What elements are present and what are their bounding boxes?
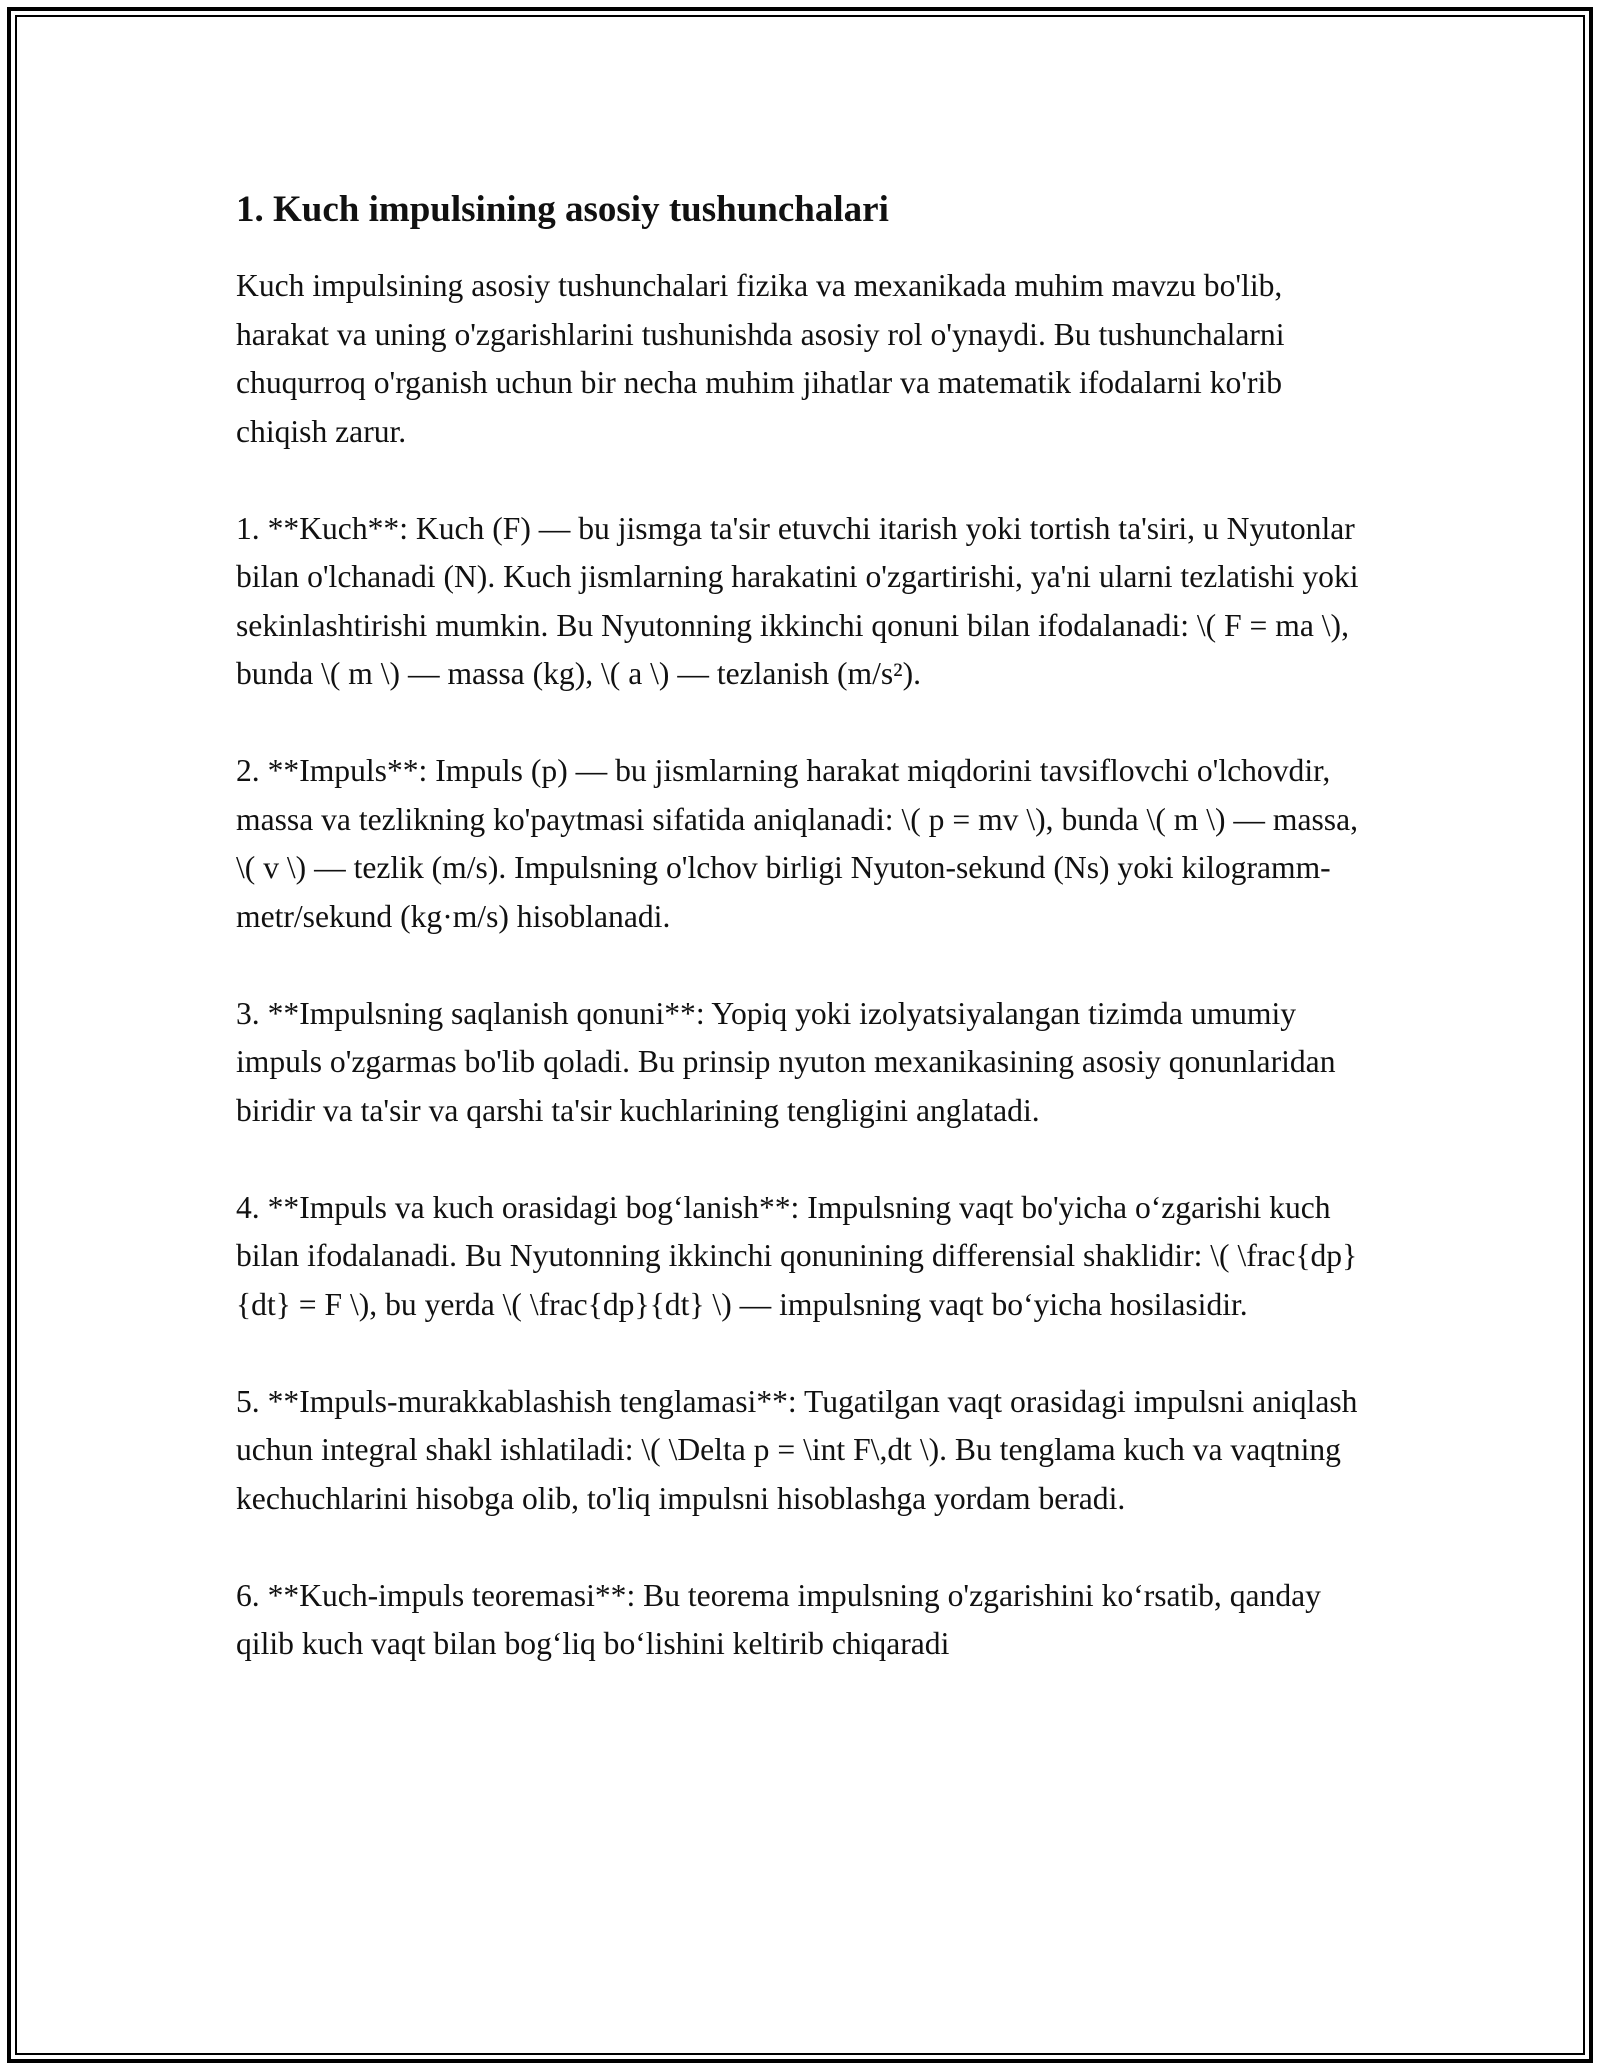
section-heading: 1. Kuch impulsining asosiy tushunchalari [236, 189, 889, 230]
item-tenglama-paragraph: 5. **Impuls-murakkablashish tenglamasi**: Tugatilgan vaqt orasidagi impulsni aniqlash uchun integral shakl ishlatiladi: \( \Delta p = \int F\,dt \). Bu tenglama kuch va vaqtning kechuchlarini hisobga olib, to'liq impulsni hisoblashga yordam beradi. [236, 1383, 1358, 1516]
item-boglanish-paragraph: 4. **Impuls va kuch orasidagi bog‘lanish**: Impulsning vaqt bo'yicha o‘zgarishi kuch bilan ifodalanadi. Bu Nyutonning ikkinchi qonunining differensial shaklidir: \( \frac{dp}{dt} = F \), bu yerda \( \frac{dp}{dt} \) — impulsning vaqt bo‘yicha hosilasidir. [236, 1189, 1358, 1322]
item-teorema-paragraph: 6. **Kuch-impuls teoremasi**: Bu teorema impulsning o'zgarishini ko‘rsatib, qanday qilib kuch vaqt bilan bog‘liq bo‘lishini keltirib chiqaradi [236, 1577, 1321, 1662]
intro-paragraph: Kuch impulsining asosiy tushunchalari fizika va mexanikada muhim mavzu bo'lib, harakat va uning o'zgarishlarini tushunishda asosiy rol o'ynaydi. Bu tushunchalarni chuqurroq o'rganish uchun bir necha muhim jihatlar va matematik ifodalarni ko'rib chiqish zarur. [236, 268, 1285, 449]
item-saqlanish-paragraph: 3. **Impulsning saqlanish qonuni**: Yopiq yoki izolyatsiyalangan tizimda umumiy impuls o'zgarmas bo'lib qoladi. Bu prinsip nyuton mexanikasining asosiy qonunlaridan biridir va ta'sir va qarshi ta'sir kuchlarining tengligini anglatadi. [236, 995, 1336, 1128]
document-body [236, 186, 1366, 1717]
item-impuls-paragraph: 2. **Impuls**: Impuls (p) — bu jismlarning harakat miqdorini tavsiflovchi o'lchovdir, massa va tezlikning ko'paytmasi sifatida aniqlanadi: \( p = mv \), bunda \( m \) — massa, \( v \) — tezlik (m/s). Impulsning o'lchov birligi Nyuton-sekund (Ns) yoki kilogramm-metr/sekund (kg·m/s) hisoblanadi. [236, 753, 1359, 934]
item-kuch-paragraph: 1. **Kuch**: Kuch (F) — bu jismga ta'sir etuvchi itarish yoki tortish ta'siri, u Nyutonlar bilan o'lchanadi (N). Kuch jismlarning harakatini o'zgartirishi, ya'ni ularni tezlatishi yoki sekinlashtirishi mumkin. Bu Nyutonning ikkinchi qonuni bilan ifodalanadi: \( F = ma \), bunda \( m \) — massa (kg), \( a \) — tezlanish (m/s²). [236, 510, 1359, 692]
